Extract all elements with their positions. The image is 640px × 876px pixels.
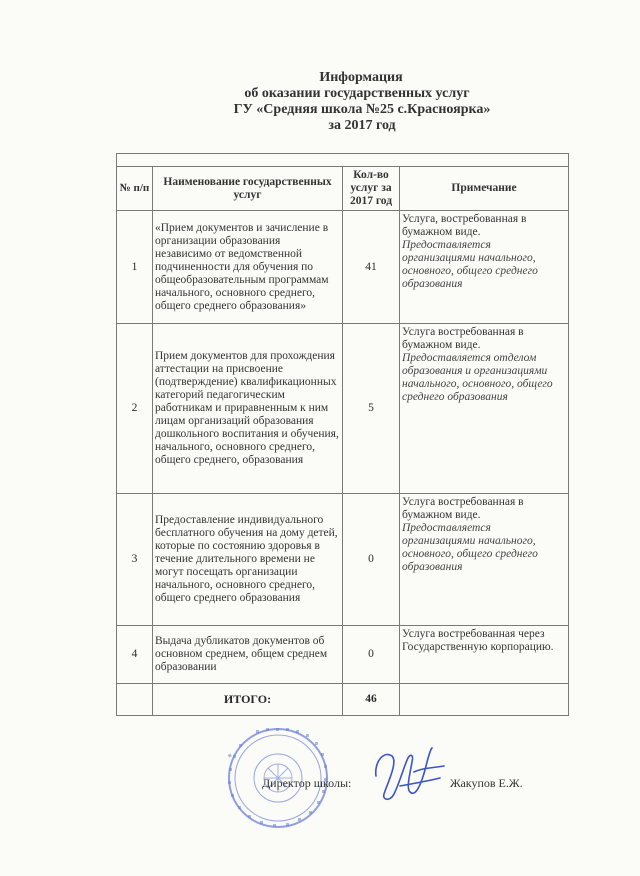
document-title [0, 70, 640, 134]
row-note [400, 494, 569, 626]
row-service-name: Прием документов для прохождения аттестации на присвоение (подтверждение) квалификационных категорий педагогическим работникам и приравненным к ним лицам организаций образования дошкольного воспитания и обучения, начального, основного среднего, общего среднего, образования [153, 324, 343, 494]
row-num: 2 [117, 324, 153, 494]
director-label: Директор школы: [262, 776, 352, 790]
note-extra: Предоставляется организациями начального, основного, общего среднего образования [402, 522, 538, 573]
row-note [400, 626, 569, 684]
note-main: Услуга востребованная через Государственную корпорацию. [402, 628, 554, 653]
header-count: Кол-во услуг за 2017 год [343, 167, 400, 211]
services-table [116, 153, 569, 716]
director-signature [370, 742, 450, 810]
row-count: 41 [343, 211, 400, 324]
row-service-name: «Прием документов и зачисление в организации образования независимо от ведомственной подчиненности для обучения по общеобразовательным программам начального, основного среднего, общего среднего образования» [153, 211, 343, 324]
row-note [400, 211, 569, 324]
header-name: Наименование государственных услуг [153, 167, 343, 211]
row-count: 0 [343, 626, 400, 684]
table-row [117, 211, 569, 324]
table-header-row [117, 167, 569, 211]
row-num: 3 [117, 494, 153, 626]
note-extra: Предоставляется организациями начального, основного, общего среднего образования [402, 239, 538, 290]
title-line-2: об оказании государственных услуг [244, 86, 470, 101]
note-main: Услуга востребованная в бумажном виде. [402, 496, 524, 521]
title-line-4: за 2017 год [328, 118, 396, 133]
row-service-name: Выдача дубликатов документов об основном среднем, общем среднем образовании [153, 626, 343, 684]
row-note [400, 324, 569, 494]
note-extra: Предоставляется отделом образования и организациями начального, основного, общего среднего образования [402, 352, 553, 403]
header-note: Примечание [400, 167, 569, 211]
table-row [117, 494, 569, 626]
table-row [117, 324, 569, 494]
total-value: 46 [343, 684, 400, 716]
total-note-cell [400, 684, 569, 716]
director-name: Жакупов Е.Ж. [450, 776, 523, 790]
note-main: Услуга, востребованная в бумажном виде. [402, 213, 527, 238]
note-main: Услуга востребованная в бумажном виде. [402, 326, 524, 351]
row-count: 5 [343, 324, 400, 494]
title-line-1: Информация [319, 70, 403, 85]
table-row [117, 626, 569, 684]
row-num: 4 [117, 626, 153, 684]
total-empty-cell [117, 684, 153, 716]
row-count: 0 [343, 494, 400, 626]
header-num: № п/п [117, 167, 153, 211]
total-label: ИТОГО: [153, 684, 343, 716]
row-service-name: Предоставление индивидуального бесплатного обучения на дому детей, которые по состоянию здоровья в течение длительного времени не могут посещать организации начального, основного среднего, общего среднего образования [153, 494, 343, 626]
table-top-spacer [117, 154, 569, 167]
row-num: 1 [117, 211, 153, 324]
title-line-3: ГУ «Средняя школа №25 с.Красноярка» [233, 102, 491, 117]
total-row [117, 684, 569, 716]
